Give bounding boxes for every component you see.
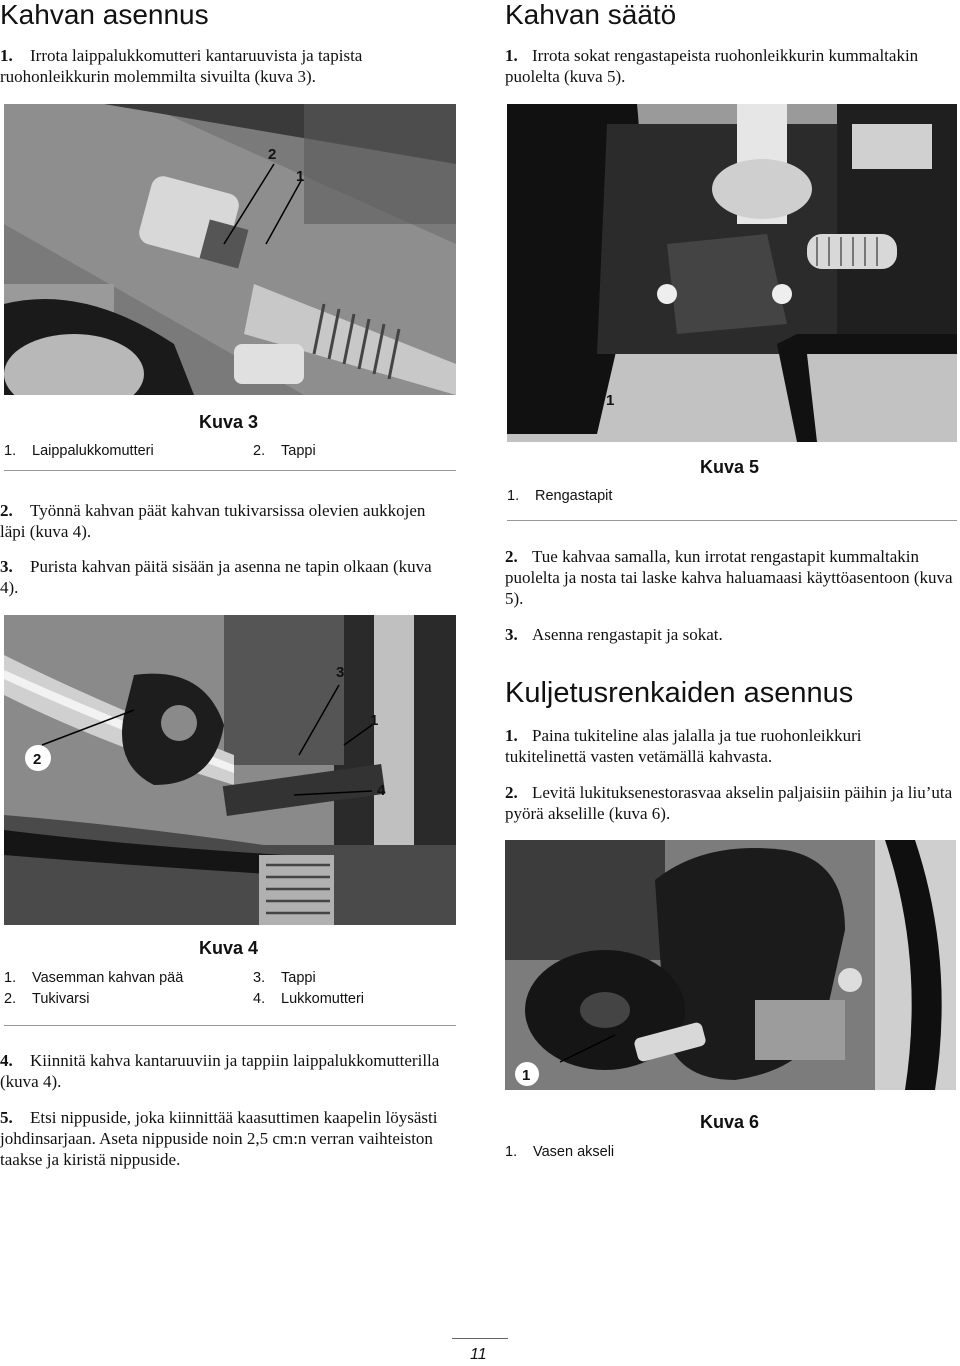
- legend-number: 4.: [253, 991, 266, 1007]
- step-number: 4.: [0, 1051, 13, 1070]
- step-number: 2.: [505, 547, 518, 566]
- step-text: Irrota laippalukkomutteri kantaruuvista ja tapista ruohonleikkurin molemmilta sivuilta (kuva 3).: [0, 46, 363, 86]
- step-text: Kiinnitä kahva kantaruuviin ja tappiin laippalukkomutterilla (kuva 4).: [0, 1051, 440, 1091]
- step-text: Paina tukiteline alas jalalla ja tue ruohonleikkuri tukitelinettä vasten vetämällä kahvasta.: [505, 726, 862, 766]
- legend-label: Vasen akseli: [533, 1144, 615, 1160]
- left-step-4: [0, 1050, 440, 1092]
- figure-5-photo: [507, 104, 957, 442]
- figure-6-title: Kuva 6: [700, 1112, 760, 1132]
- figure-4-rule: [4, 1025, 456, 1026]
- fig4-callout-4: 4: [377, 782, 386, 799]
- right-heading: Kahvan säätö: [505, 0, 677, 30]
- legend-number: 2.: [4, 991, 17, 1007]
- fig6-callout-1: 1: [522, 1067, 531, 1084]
- figure-5-legend-1: [507, 487, 612, 505]
- step-number: 3.: [505, 625, 518, 644]
- figure-5-rule: [507, 520, 957, 521]
- step-text: Etsi nippuside, joka kiinnittää kaasuttimen kaapelin löysästi johdinsarjaan. Aseta nippuside noin 2,5 cm:n verran vaihteiston taakse ja kiristä nippuside.: [0, 1108, 438, 1169]
- legend-label: Vasemman kahvan pää: [32, 970, 184, 986]
- transport-step-1: [505, 725, 945, 767]
- step-text: Työnnä kahvan päät kahvan tukivarsissa olevien aukkojen läpi (kuva 4).: [0, 501, 426, 541]
- figure-5-title: Kuva 5: [700, 457, 760, 477]
- fig4-callout-3: 3: [336, 664, 345, 681]
- figure-4-legend-4: [253, 990, 364, 1008]
- step-text: Levitä lukituksenestorasvaa akselin paljaisiin päihin ja liu’uta pyörä akselille (kuva 6).: [505, 783, 953, 823]
- figure-4-title: Kuva 4: [199, 938, 259, 958]
- legend-number: 1.: [505, 1144, 518, 1160]
- page-number: 11: [470, 1346, 487, 1363]
- right-heading-2: Kuljetusrenkaiden asennus: [505, 677, 854, 709]
- legend-number: 1.: [4, 443, 17, 459]
- footer-rule: [452, 1338, 508, 1339]
- legend-number: 1.: [507, 488, 520, 504]
- legend-label: Tappi: [281, 970, 316, 986]
- legend-label: Laippalukkomutteri: [32, 443, 154, 459]
- fig4-callout-2: 2: [33, 751, 42, 768]
- figure-3-title: Kuva 3: [199, 412, 259, 432]
- left-step-1: [0, 45, 440, 87]
- right-step-2: [505, 546, 955, 609]
- legend-label: Tukivarsi: [32, 991, 90, 1007]
- figure-6-legend-1: [505, 1143, 614, 1161]
- figure-3-legend-1: [4, 442, 154, 460]
- step-number: 2.: [505, 783, 518, 802]
- left-step-5: [0, 1107, 445, 1170]
- fig3-callout-2: 2: [268, 146, 277, 163]
- step-number: 3.: [0, 557, 13, 576]
- legend-label: Lukkomutteri: [281, 991, 365, 1007]
- figure-3-photo: [4, 104, 456, 395]
- fig4-callout-1: 1: [370, 712, 379, 729]
- step-number: 1.: [505, 46, 518, 65]
- fig3-callout-1: 1: [296, 168, 305, 185]
- legend-number: 1.: [4, 970, 17, 986]
- transport-step-2: [505, 782, 957, 824]
- legend-number: 3.: [253, 970, 266, 986]
- figure-4-photo: [4, 615, 456, 925]
- step-text: Asenna rengastapit ja sokat.: [532, 625, 723, 644]
- legend-label: Tappi: [281, 443, 316, 459]
- figure-6-photo: [505, 840, 956, 1090]
- step-text: Irrota sokat rengastapeista ruohonleikkurin kummaltakin puolelta (kuva 5).: [505, 46, 919, 86]
- figure-4-legend-2: [4, 990, 89, 1008]
- step-number: 5.: [0, 1108, 13, 1127]
- left-step-2: [0, 500, 440, 542]
- step-number: 1.: [505, 726, 518, 745]
- legend-number: 2.: [253, 443, 266, 459]
- figure-4-legend-3: [253, 969, 316, 987]
- step-number: 2.: [0, 501, 13, 520]
- figure-4-legend-1: [4, 969, 183, 987]
- legend-label: Rengastapit: [535, 488, 613, 504]
- figure-3-rule: [4, 470, 456, 471]
- right-step-3: [505, 624, 945, 645]
- step-text: Tue kahvaa samalla, kun irrotat rengastapit kummaltakin puolelta ja nosta tai laske kahva haluamaasi käyttöasentoon (kuva 5).: [505, 547, 953, 608]
- step-number: 1.: [0, 46, 13, 65]
- left-heading: Kahvan asennus: [0, 0, 209, 30]
- step-text: Purista kahvan päitä sisään ja asenna ne tapin olkaan (kuva 4).: [0, 557, 432, 597]
- left-step-3: [0, 556, 440, 598]
- fig5-callout-1: 1: [606, 392, 615, 409]
- figure-3-legend-2: [253, 442, 316, 460]
- right-step-1: [505, 45, 945, 87]
